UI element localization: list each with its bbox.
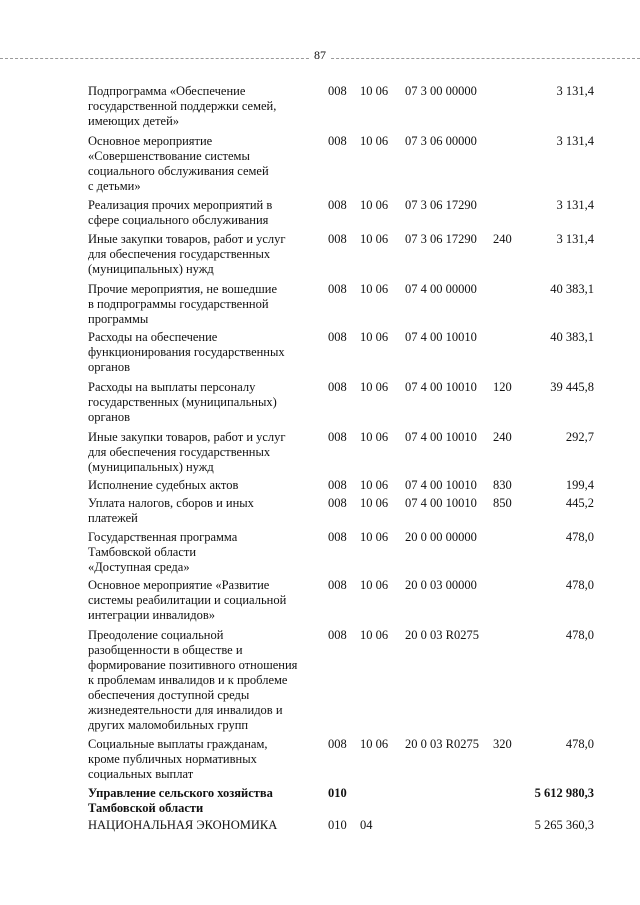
section-code: 10 06 — [360, 232, 389, 246]
amount: 5 265 360,3 — [534, 818, 594, 832]
row-name: Социальные выплаты гражданам, кроме публичных нормативных социальных выплат — [88, 737, 268, 781]
section-code: 10 06 — [360, 628, 389, 642]
row-name: Исполнение судебных актов — [88, 478, 239, 492]
amount: 3 131,4 — [556, 232, 594, 246]
target-article-code: 07 4 00 10010 — [405, 380, 477, 394]
amount: 40 383,1 — [550, 282, 594, 296]
target-article-code: 07 3 06 17290 — [405, 198, 477, 212]
expense-type-code: 850 — [493, 496, 512, 510]
amount: 478,0 — [565, 578, 594, 592]
expense-type-code: 120 — [493, 380, 512, 394]
target-article-code: 20 0 00 00000 — [405, 530, 477, 544]
target-article-code: 07 3 06 00000 — [405, 134, 477, 148]
expense-type-code: 240 — [493, 232, 512, 246]
expense-type-code: 320 — [493, 737, 512, 751]
expense-type-code: 240 — [493, 430, 512, 444]
row-name: Расходы на выплаты персоналу государственных (муниципальных) органов — [88, 380, 277, 424]
amount: 39 445,8 — [550, 380, 594, 394]
amount: 478,0 — [565, 737, 594, 751]
section-code: 10 06 — [360, 134, 389, 148]
target-article-code: 07 4 00 10010 — [405, 330, 477, 344]
target-article-code: 07 4 00 00000 — [405, 282, 477, 296]
amount: 3 131,4 — [556, 134, 594, 148]
department-code: 008 — [328, 134, 347, 148]
section-code: 10 06 — [360, 578, 389, 592]
row-name: Основное мероприятие «Совершенствование системы социального обслуживания семей с детьми» — [88, 134, 269, 193]
row-name: НАЦИОНАЛЬНАЯ ЭКОНОМИКА — [88, 818, 278, 832]
department-code: 010 — [328, 786, 347, 800]
department-code: 008 — [328, 478, 347, 492]
section-code: 10 06 — [360, 737, 389, 751]
amount: 3 131,4 — [556, 198, 594, 212]
target-article-code: 07 4 00 10010 — [405, 478, 477, 492]
section-code: 10 06 — [360, 282, 389, 296]
section-code: 10 06 — [360, 430, 389, 444]
target-article-code: 20 0 03 R0275 — [405, 737, 479, 751]
target-article-code: 07 3 06 17290 — [405, 232, 477, 246]
target-article-code: 07 4 00 10010 — [405, 496, 477, 510]
department-code: 010 — [328, 818, 347, 832]
row-name: Государственная программа Тамбовской области «Доступная среда» — [88, 530, 238, 574]
page-number: 87 — [0, 48, 640, 63]
section-code: 10 06 — [360, 380, 389, 394]
amount: 5 612 980,3 — [534, 786, 594, 800]
department-code: 008 — [328, 530, 347, 544]
row-name: Реализация прочих мероприятий в сфере социального обслуживания — [88, 198, 273, 227]
amount: 478,0 — [565, 628, 594, 642]
department-code: 008 — [328, 430, 347, 444]
section-code: 04 — [360, 818, 373, 832]
target-article-code: 07 3 00 00000 — [405, 84, 477, 98]
row-name: Иные закупки товаров, работ и услуг для обеспечения государственных (муниципальных) нужд — [88, 430, 286, 474]
department-code: 008 — [328, 737, 347, 751]
row-name: Иные закупки товаров, работ и услуг для обеспечения государственных (муниципальных) нужд — [88, 232, 286, 276]
department-code: 008 — [328, 232, 347, 246]
section-code: 10 06 — [360, 530, 389, 544]
section-code: 10 06 — [360, 496, 389, 510]
expense-type-code: 830 — [493, 478, 512, 492]
section-code: 10 06 — [360, 198, 389, 212]
department-code: 008 — [328, 198, 347, 212]
department-code: 008 — [328, 282, 347, 296]
target-article-code: 20 0 03 R0275 — [405, 628, 479, 642]
amount: 40 383,1 — [550, 330, 594, 344]
target-article-code: 20 0 03 00000 — [405, 578, 477, 592]
department-code: 008 — [328, 578, 347, 592]
target-article-code: 07 4 00 10010 — [405, 430, 477, 444]
section-code: 10 06 — [360, 84, 389, 98]
row-name: Основное мероприятие «Развитие системы реабилитации и социальной интеграции инвалидов» — [88, 578, 287, 622]
department-code: 008 — [328, 496, 347, 510]
row-name: Подпрограмма «Обеспечение государственной поддержки семей, имеющих детей» — [88, 84, 277, 128]
row-name: Преодоление социальной разобщенности в обществе и формирование позитивного отношения к проблемам инвалидов и к проблеме обеспечения доступной среды жизнедеятельности для инвалидов и других маломобильных групп — [88, 628, 298, 732]
department-code: 008 — [328, 330, 347, 344]
amount: 3 131,4 — [556, 84, 594, 98]
amount: 199,4 — [565, 478, 594, 492]
amount: 292,7 — [565, 430, 594, 444]
department-code: 008 — [328, 380, 347, 394]
section-code: 10 06 — [360, 478, 389, 492]
row-name: Управление сельского хозяйства Тамбовской области — [88, 786, 273, 815]
amount: 445,2 — [565, 496, 594, 510]
department-code: 008 — [328, 84, 347, 98]
row-name: Уплата налогов, сборов и иных платежей — [88, 496, 254, 525]
amount: 478,0 — [565, 530, 594, 544]
section-code: 10 06 — [360, 330, 389, 344]
department-code: 008 — [328, 628, 347, 642]
row-name: Расходы на обеспечение функционирования государственных органов — [88, 330, 285, 374]
row-name: Прочие мероприятия, не вошедшие в подпрограммы государственной программы — [88, 282, 278, 326]
